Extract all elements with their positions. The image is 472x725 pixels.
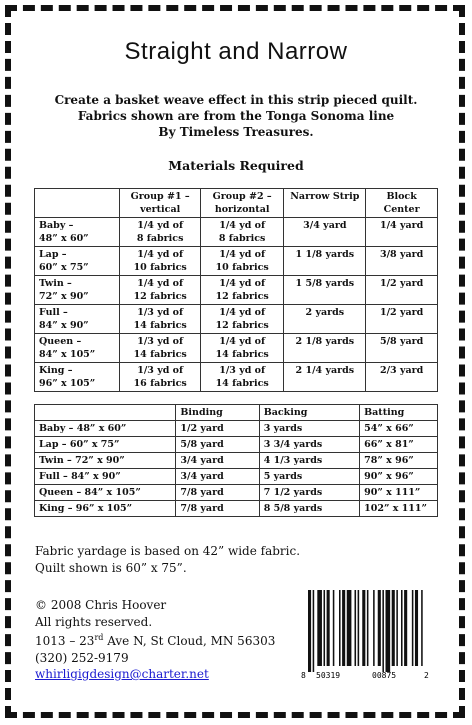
- barcode-digit: 50319: [316, 671, 341, 680]
- address-text: [35, 630, 275, 650]
- barcode-digit: 8: [301, 671, 306, 680]
- column-header: Group #1 – vertical: [120, 189, 200, 218]
- table-row: [35, 218, 438, 247]
- table-cell: 1/4 yd of 14 fabrics: [200, 334, 284, 363]
- table-cell: 3 3/4 yards: [259, 437, 359, 453]
- table-row: [35, 469, 438, 485]
- column-header: Batting: [360, 405, 438, 421]
- barcode-bar: [339, 590, 341, 666]
- table-cell: 1 1/8 yards: [284, 247, 366, 276]
- barcode-bars: [308, 590, 423, 672]
- table-cell: 3/4 yard: [284, 218, 366, 247]
- email-link[interactable]: whirligigdesign@charter.net: [35, 667, 209, 681]
- table-cell: 1 5/8 yards: [284, 276, 366, 305]
- table-row: [35, 363, 438, 392]
- materials-heading: Materials Required: [168, 158, 304, 173]
- table-cell: 1/2 yard: [176, 421, 259, 437]
- table-cell: 1/2 yard: [366, 305, 438, 334]
- barcode-bar: [392, 590, 395, 666]
- row-label: Queen – 84” x 105”: [35, 334, 120, 363]
- table-row: [35, 334, 438, 363]
- intro-text: [40, 92, 432, 140]
- table-cell: 5 yards: [259, 469, 359, 485]
- table-header-row: [35, 189, 438, 218]
- barcode-bar: [347, 590, 352, 666]
- table-header-row: [35, 405, 438, 421]
- address-part: 1013 – 23: [35, 634, 95, 648]
- barcode-bar: [317, 590, 322, 666]
- table-cell: 1/2 yard: [366, 276, 438, 305]
- note-line: Quilt shown is 60” x 75”.: [35, 560, 187, 575]
- table-cell: 78” x 96”: [360, 453, 438, 469]
- column-header: Block Center: [366, 189, 438, 218]
- table-row: [35, 453, 438, 469]
- table-cell: 1/3 yd of 16 fabrics: [120, 363, 200, 392]
- table-row: [35, 485, 438, 501]
- table-cell: 2 1/8 yards: [284, 334, 366, 363]
- table-cell: 1/3 yd of 14 fabrics: [120, 305, 200, 334]
- materials-table: [34, 188, 438, 392]
- yardage-notes: [35, 543, 300, 576]
- table-cell: 4 1/3 yards: [259, 453, 359, 469]
- row-label: Twin – 72” x 90”: [35, 276, 120, 305]
- table-row: [35, 501, 438, 517]
- table-cell: 1/4 yd of 12 fabrics: [200, 276, 284, 305]
- row-label: Baby – 48” x 60”: [35, 421, 176, 437]
- barcode-bar: [386, 590, 391, 672]
- table-cell: 7/8 yard: [176, 485, 259, 501]
- row-label: Queen – 84” x 105”: [35, 485, 176, 501]
- table-cell: 1/4 yd of 12 fabrics: [120, 276, 200, 305]
- column-header: [35, 405, 176, 421]
- row-label: Lap – 60” x 75”: [35, 247, 120, 276]
- table-cell: 3/4 yard: [176, 453, 259, 469]
- table-cell: 90” x 111”: [360, 485, 438, 501]
- table-cell: 5/8 yard: [366, 334, 438, 363]
- table-cell: 1/4 yd of 10 fabrics: [120, 247, 200, 276]
- table-cell: 54” x 66”: [360, 421, 438, 437]
- note-line: Fabric yardage is based on 42” wide fabric.: [35, 544, 301, 558]
- barcode-bar: [333, 590, 335, 666]
- table-cell: 90” x 96”: [360, 469, 438, 485]
- table-cell: 1/3 yd of 14 fabrics: [200, 363, 284, 392]
- table-cell: 2 yards: [284, 305, 366, 334]
- barcode-bar: [342, 590, 345, 666]
- row-label: King – 96” x 105”: [35, 363, 120, 392]
- table-cell: 1/4 yd of 12 fabrics: [200, 305, 284, 334]
- copyright-text: © 2008 Chris Hoover: [35, 598, 167, 612]
- barcode-bar: [401, 590, 403, 666]
- barcode-digit: 2: [424, 671, 429, 680]
- table-cell: 7/8 yard: [176, 501, 259, 517]
- barcode-bar: [324, 590, 326, 666]
- row-label: Full – 84” x 90”: [35, 469, 176, 485]
- barcode-bar: [313, 590, 315, 672]
- table-cell: 102” x 111”: [360, 501, 438, 517]
- table-row: [35, 421, 438, 437]
- barcode-bar: [327, 590, 330, 666]
- table-cell: 1/4 yard: [366, 218, 438, 247]
- barcode-bar: [421, 590, 423, 666]
- barcode-bar: [382, 590, 384, 672]
- barcode-bar: [355, 590, 357, 666]
- column-header: Binding: [176, 405, 259, 421]
- phone-text: (320) 252-9179: [35, 650, 129, 665]
- table-row: [35, 276, 438, 305]
- table-cell: 66” x 81”: [360, 437, 438, 453]
- column-header: [35, 189, 120, 218]
- row-label: Lap – 60” x 75”: [35, 437, 176, 453]
- barcode-bar: [367, 590, 369, 666]
- table-cell: 3/8 yard: [366, 247, 438, 276]
- barcode-digit: 00875: [372, 671, 397, 680]
- upc-barcode: [300, 588, 432, 680]
- address-part: Ave N, St Cloud, MN 56303: [103, 634, 276, 648]
- barcode-bar: [378, 590, 381, 666]
- barcode-bar: [358, 590, 360, 666]
- table-cell: 2/3 yard: [366, 363, 438, 392]
- row-label: Twin – 72” x 90”: [35, 453, 176, 469]
- barcode-bar: [362, 590, 365, 666]
- table-cell: 3 yards: [259, 421, 359, 437]
- rights-text: All rights reserved.: [35, 614, 153, 629]
- table-cell: 8 5/8 yards: [259, 501, 359, 517]
- table-cell: 3/4 yard: [176, 469, 259, 485]
- row-label: King – 96” x 105”: [35, 501, 176, 517]
- table-row: [35, 247, 438, 276]
- table-cell: 2 1/4 yards: [284, 363, 366, 392]
- column-header: Group #2 – horizontal: [200, 189, 284, 218]
- table-cell: 7 1/2 yards: [259, 485, 359, 501]
- barcode-bar: [308, 590, 311, 672]
- finishing-table: [34, 404, 438, 517]
- row-label: Full – 84” x 90”: [35, 305, 120, 334]
- intro-line: By Timeless Treasures.: [158, 125, 314, 139]
- barcode-bar: [373, 590, 375, 666]
- barcode-bar: [415, 590, 418, 666]
- barcode-bar: [404, 590, 407, 666]
- table-row: [35, 437, 438, 453]
- contact-block: [35, 597, 275, 683]
- barcode-bar: [412, 590, 414, 666]
- address-sup: rd: [94, 633, 104, 642]
- table-cell: 5/8 yard: [176, 437, 259, 453]
- column-header: Narrow Strip: [284, 189, 366, 218]
- column-header: Backing: [259, 405, 359, 421]
- table-cell: 1/4 yd of 8 fabrics: [200, 218, 284, 247]
- row-label: Baby – 48” x 60”: [35, 218, 120, 247]
- intro-line: Fabrics shown are from the Tonga Sonoma line: [77, 109, 395, 123]
- table-cell: 1/4 yd of 8 fabrics: [120, 218, 200, 247]
- table-cell: 1/4 yd of 10 fabrics: [200, 247, 284, 276]
- barcode-bar: [396, 590, 398, 666]
- table-row: [35, 305, 438, 334]
- page-title: Straight and Narrow: [124, 38, 348, 65]
- table-cell: 1/3 yd of 14 fabrics: [120, 334, 200, 363]
- intro-line: Create a basket weave effect in this strip pieced quilt.: [54, 93, 418, 107]
